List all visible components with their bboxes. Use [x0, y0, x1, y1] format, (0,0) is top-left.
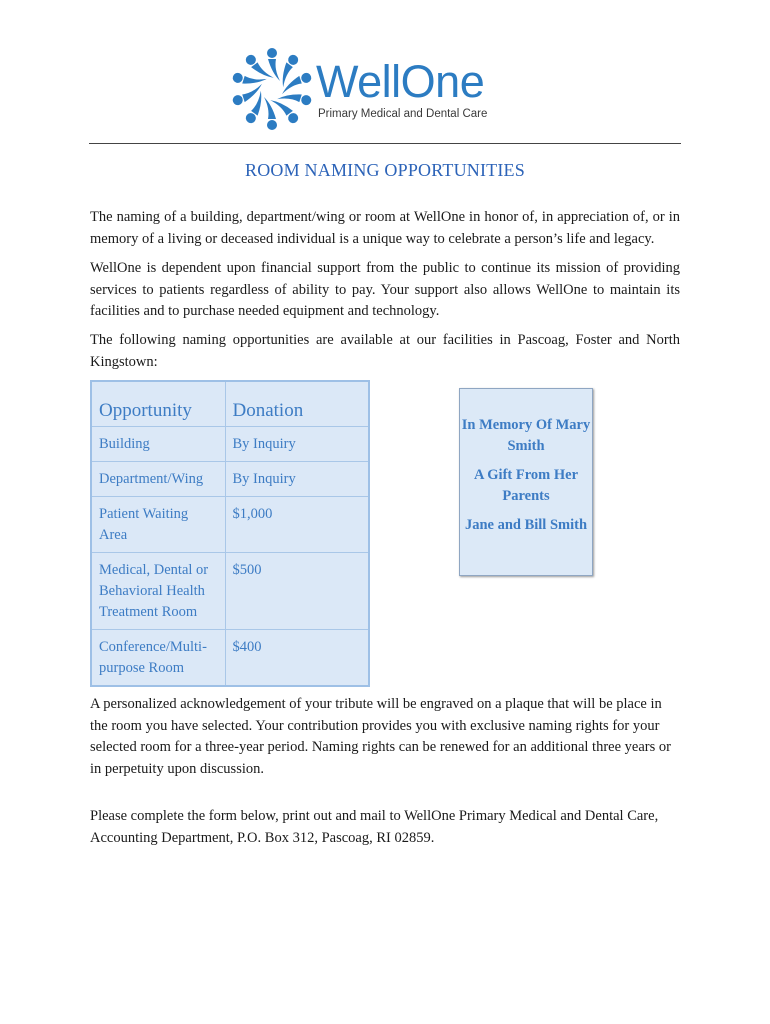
page-title: ROOM NAMING OPPORTUNITIES: [245, 160, 525, 180]
logo-tagline: Primary Medical and Dental Care: [318, 108, 488, 120]
table-header-row: [91, 381, 369, 427]
header-divider: [89, 143, 681, 144]
table-row: [91, 497, 369, 553]
opportunity-cell: Conference/Multi-purpose Room: [91, 630, 225, 687]
logo-name: WellOne: [316, 56, 485, 107]
table-row: [91, 427, 369, 462]
donation-cell: By Inquiry: [225, 462, 369, 497]
table-row: [91, 553, 369, 630]
table-row: [91, 462, 369, 497]
wellone-logo-icon: [228, 45, 316, 133]
donation-cell: $400: [225, 630, 369, 687]
plaque-line-memory: In Memory Of Mary Smith: [461, 417, 591, 454]
opportunities-table: [90, 380, 370, 687]
opportunity-cell: Medical, Dental or Behavioral Health Treatment Room: [91, 553, 225, 630]
wellone-logo: [228, 45, 518, 135]
plaque-line-donors: Jane and Bill Smith: [464, 517, 588, 533]
column-header-donation: Donation: [225, 381, 369, 427]
donation-cell: $1,000: [225, 497, 369, 553]
mailing-instructions-paragraph: Please complete the form below, print out and mail to WellOne Primary Medical and Dental Care, Accounting Department, P.O. Box 312, Pascoag, RI 02859.: [90, 808, 659, 846]
intro-paragraph: The naming of a building, department/wing or room at WellOne in honor of, in appreciation of, or in memory of a living or deceased individual is a unique way to celebrate a person’s life and legacy.: [90, 209, 680, 247]
support-paragraph: WellOne is dependent upon financial support from the public to continue its mission of providing services to patients regardless of ability to pay. Your support also allows WellOne to maintain its facilities and to purchase needed equipment and technology.: [90, 260, 680, 319]
plaque-line-gift: A Gift From Her Parents: [473, 467, 579, 504]
opportunity-cell: Building: [91, 427, 225, 462]
donation-cell: By Inquiry: [225, 427, 369, 462]
column-header-opportunity: Opportunity: [91, 381, 225, 427]
facilities-paragraph: The following naming opportunities are available at our facilities in Pascoag, Foster and North Kingstown:: [90, 332, 680, 370]
donation-cell: $500: [225, 553, 369, 630]
sample-plaque: [459, 388, 593, 576]
opportunity-cell: Patient Waiting Area: [91, 497, 225, 553]
opportunity-cell: Department/Wing: [91, 462, 225, 497]
acknowledgement-paragraph: A personalized acknowledgement of your tribute will be engraved on a plaque that will be place in the room you have selected. Your contribution provides you with exclusive naming rights for your selected room for a three-year period. Naming rights can be renewed for an additional three years or in perpetuity upon discussion.: [90, 696, 671, 777]
table-row: [91, 630, 369, 687]
